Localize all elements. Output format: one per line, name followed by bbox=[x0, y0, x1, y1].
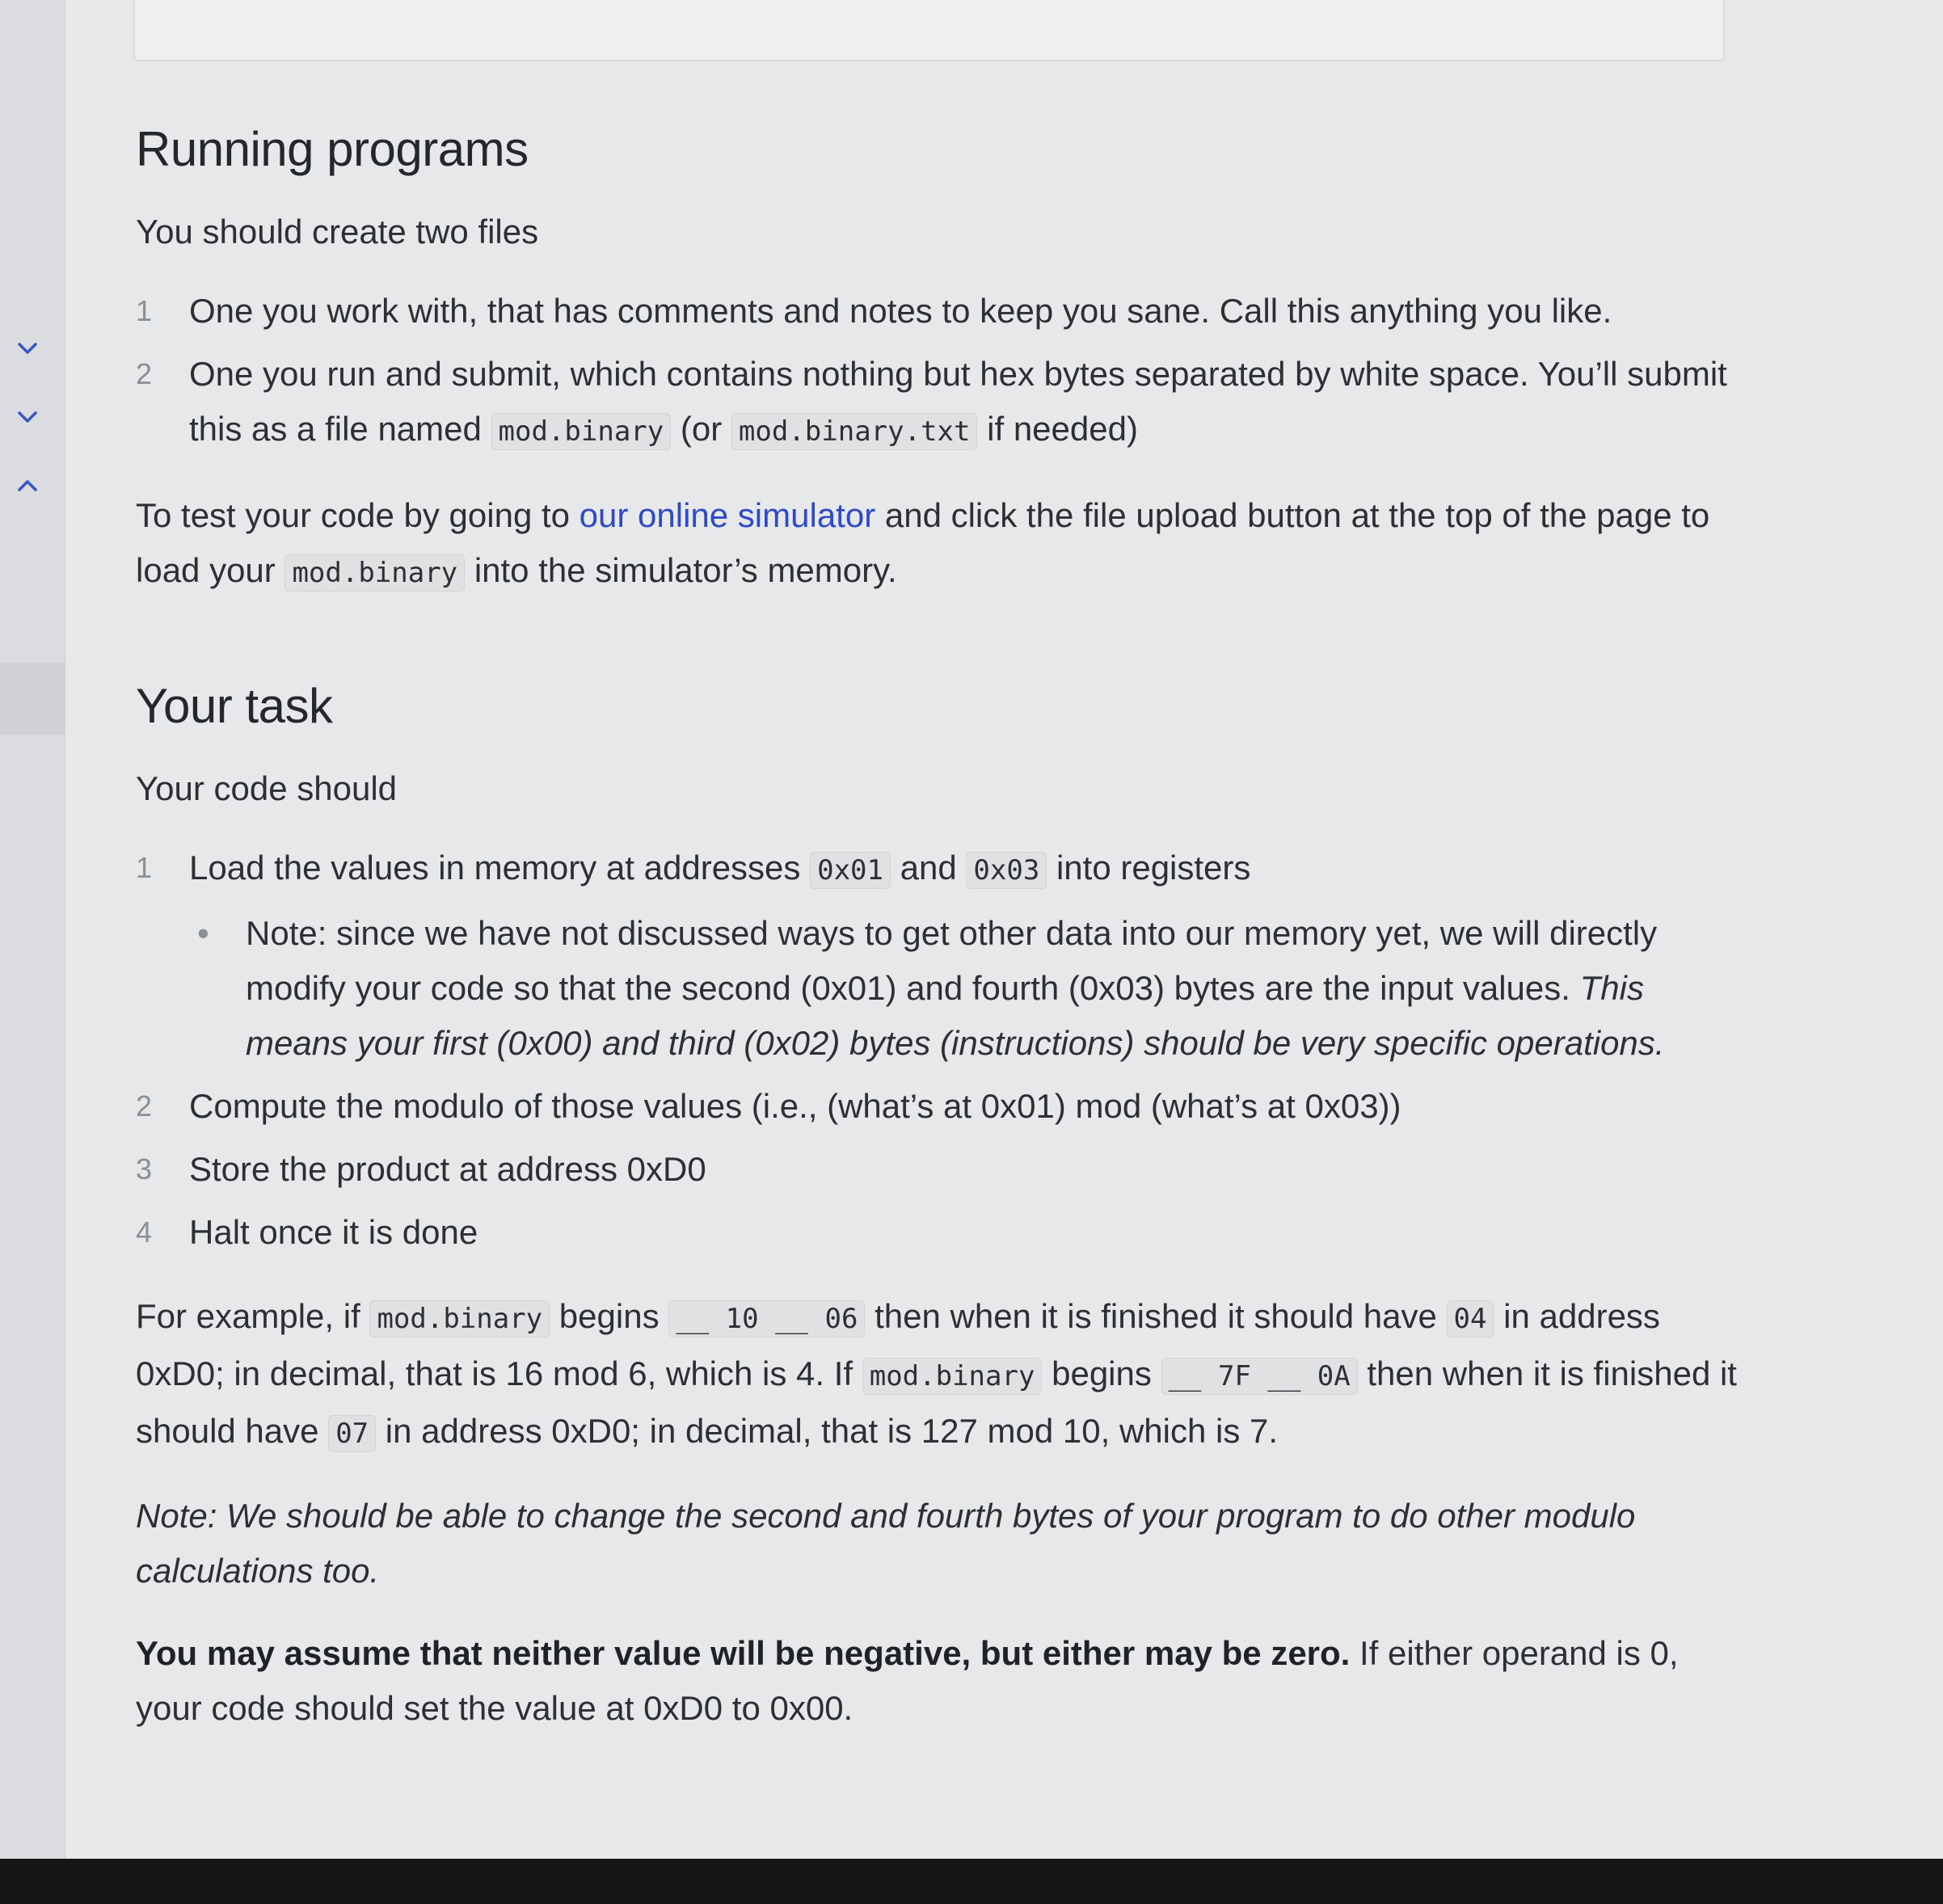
task-steps-list bbox=[136, 840, 1744, 1260]
paragraph-text: To test your code by going to bbox=[136, 496, 580, 534]
your-task-heading: Your task bbox=[136, 679, 333, 733]
note-text: Note: since we have not discussed ways to get other data into our memory yet, we will directly modify your code so that the second (0x01) and fourth (0x03) bytes are the input values. bbox=[246, 914, 1658, 1007]
list-item-text: if needed) bbox=[977, 410, 1138, 448]
bullet: • bbox=[197, 914, 209, 952]
list-number: 1 bbox=[136, 294, 153, 327]
inline-code: 07 bbox=[328, 1415, 376, 1452]
inline-code: mod.binary bbox=[284, 554, 465, 592]
paragraph-text: into the simulator’s memory. bbox=[465, 551, 897, 589]
files-list bbox=[136, 284, 1744, 459]
side-gutter bbox=[0, 0, 65, 1859]
sub-list-item bbox=[189, 906, 1744, 1071]
list-number: 3 bbox=[136, 1152, 153, 1186]
list-number: 2 bbox=[136, 357, 153, 390]
inline-code: mod.binary bbox=[862, 1358, 1043, 1395]
inline-code: mod.binary bbox=[369, 1300, 550, 1337]
list-item-text: Halt once it is done bbox=[189, 1213, 478, 1251]
list-item-text: One you work with, that has comments and notes to keep you sane. Call this anything you like. bbox=[189, 292, 1612, 330]
sub-list bbox=[189, 906, 1744, 1071]
list-item bbox=[136, 1205, 1744, 1260]
paragraph-text: then when it is finished it should have bbox=[865, 1297, 1447, 1335]
note-emphasis: This means your first (0x00) and third (0x02) bytes (instructions) should be very specific operations. bbox=[246, 969, 1665, 1062]
note-text: Note: We should be able to change the second and fourth bytes of your program to do other modulo calculations too. bbox=[136, 1497, 1636, 1590]
paragraph-text: in address 0xD0; in decimal, that is 127 mod 10, which is 7. bbox=[376, 1412, 1279, 1450]
chevron-down-icon[interactable] bbox=[11, 335, 44, 368]
gutter-highlight bbox=[0, 663, 65, 735]
list-item-text: Store the product at address 0xD0 bbox=[189, 1150, 706, 1188]
running-programs-heading: Running programs bbox=[136, 122, 529, 176]
inline-code: mod.binary bbox=[491, 413, 672, 450]
list-number: 4 bbox=[136, 1215, 153, 1249]
list-item-text: Compute the modulo of those values (i.e., (what’s at 0x01) mod (what’s at 0x03)) bbox=[189, 1087, 1401, 1125]
assumption-paragraph bbox=[136, 1626, 1744, 1736]
bottom-bezel bbox=[0, 1859, 1943, 1904]
inline-code: 0x03 bbox=[966, 852, 1047, 889]
note-paragraph bbox=[136, 1489, 1744, 1599]
assumption-bold: You may assume that neither value will be negative, but either may be zero. bbox=[136, 1634, 1351, 1672]
top-card bbox=[133, 0, 1725, 61]
paragraph-text: For example, if bbox=[136, 1297, 370, 1335]
list-number: 2 bbox=[136, 1089, 153, 1123]
list-item-text: (or bbox=[671, 410, 731, 448]
paragraph-text: begins bbox=[550, 1297, 669, 1335]
list-number: 1 bbox=[136, 851, 153, 884]
list-item-text: into registers bbox=[1047, 849, 1251, 887]
online-simulator-link[interactable]: our online simulator bbox=[579, 496, 876, 534]
test-paragraph bbox=[136, 488, 1744, 600]
inline-code: mod.binary.txt bbox=[731, 413, 978, 450]
list-item bbox=[136, 284, 1744, 339]
paragraph-text: begins bbox=[1042, 1354, 1161, 1392]
main-content bbox=[136, 121, 1744, 1763]
paragraph-text: then when it is finished it should have bbox=[136, 1354, 1737, 1450]
paragraph-text: and click the file upload button at the top of the page to load your bbox=[136, 496, 1710, 589]
list-item bbox=[136, 840, 1744, 1071]
task-intro: Your code should bbox=[136, 769, 398, 807]
list-item bbox=[136, 1142, 1744, 1197]
paragraph-text: If either operand is 0, your code should set the value at 0xD0 to 0x00. bbox=[136, 1634, 1679, 1727]
list-item-text: One you run and submit, which contains nothing but hex bytes separated by white space. You’ll submit this as a file named bbox=[189, 355, 1727, 448]
list-item-text: and bbox=[890, 849, 967, 887]
inline-code: 0x01 bbox=[810, 852, 891, 889]
inline-code: 04 bbox=[1447, 1300, 1494, 1337]
list-item bbox=[136, 1079, 1744, 1134]
inline-code: __ 10 __ 06 bbox=[668, 1300, 865, 1337]
running-intro: You should create two files bbox=[136, 213, 539, 251]
list-item-text: Load the values in memory at addresses bbox=[189, 849, 811, 887]
paragraph-text: in address 0xD0; in decimal, that is 16 mod 6, which is 4. If bbox=[136, 1297, 1660, 1392]
example-paragraph bbox=[136, 1289, 1744, 1461]
list-item bbox=[136, 347, 1744, 459]
chevron-up-icon[interactable] bbox=[11, 473, 44, 505]
chevron-down-icon[interactable] bbox=[11, 404, 44, 436]
inline-code: __ 7F __ 0A bbox=[1161, 1358, 1358, 1395]
